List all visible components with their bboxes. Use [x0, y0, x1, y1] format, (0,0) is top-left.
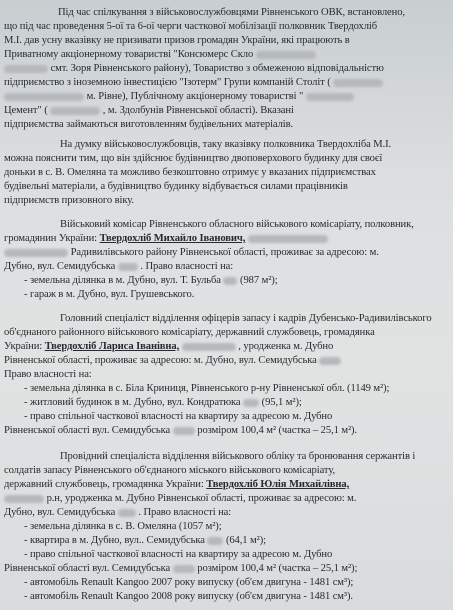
paragraph-1-line-8: Цемент" ( , м. Здолбунів Рівненської області). Вказані	[4, 105, 294, 116]
paragraph-1-line-3: М.І. дав усну вказівку не призивати призов громадян України, які працюють в	[4, 35, 350, 46]
person-2-line-5: Право власності на:	[4, 369, 92, 380]
redacted-block	[333, 79, 383, 87]
redacted-block	[4, 65, 48, 73]
redacted-block	[50, 107, 100, 115]
paragraph-2-line-3: доньки в с. В. Омеляна та можливо безкоштовно отримує у вказаних підприємствах	[4, 167, 376, 178]
redacted-block	[4, 249, 68, 257]
paragraph-1-line-1: Під час спілкування з військовослужбовцями Рівненського ОВК, встановлено,	[58, 7, 405, 18]
person-3-line-3: державний службовець, громадянка України: Твердохліб Юлія Михайлівна,	[4, 479, 350, 490]
paragraph-1-line-4: Приватному акціонерному товаристві "Консюмерс Скло	[4, 48, 450, 62]
person-3-line-1: Провідний спеціаліста відділення військового обліку та бронювання сержантів і	[60, 451, 416, 462]
person-3-item-1: - земельна ділянка в с. В. Омеляна (1057 м²);	[24, 521, 222, 532]
person-3-line-5: Дубно, вул. Семидубська . Право власності на:	[4, 507, 232, 518]
person-2-line-1: Головний спеціаліст відділення офіцерів запасу і кадрів Дубенсько-Радивилівського	[60, 313, 432, 324]
person-2-name: Твердохліб Лариса Іванівна,	[44, 341, 180, 352]
paragraph-1-line-6: підприємство з іноземною інвестицією "Ізотерм" Групи компаній Століт (	[4, 76, 450, 90]
redacted-block	[173, 565, 195, 573]
redacted-block	[223, 277, 237, 285]
person-1-line-4: Дубно, вул. Семидубська . Право власності на:	[4, 261, 234, 272]
redacted-block	[319, 357, 341, 365]
person-2-line-3: України: Твердохліб Лариса Іванівна, , уродженка м. Дубно	[4, 341, 334, 352]
paragraph-2-line-2: можна пояснити тим, що він здійснює будівництво двоповерхового будинку для своєї	[4, 153, 383, 164]
person-3-item-3-line-1: - право спільної часткової власності на квартиру за адресою м. Дубно	[24, 549, 333, 560]
person-3-name: Твердохліб Юлія Михайлівна,	[206, 479, 350, 490]
person-3-item-3-line-2: Рівненської області вул. Семидубська розміром 100,4 м² (частка – 25,1 м²);	[4, 563, 358, 574]
person-3-item-5: - автомобіль Renault Kangoo 2008 року випуску (об'єм двигуна - 1481 см³).	[24, 591, 353, 602]
person-1-intro-line-2: громадянин України: Твердохліб Михайло Іванович,	[4, 232, 450, 246]
person-2-item-2: - житловий будинок в м. Дубно, вул. Кондратюка (95,1 м²);	[24, 397, 302, 408]
person-3-item-2: - квартира в м. Дубно, вул.. Семидубська (64,1 м²);	[24, 535, 267, 546]
person-2-item-3-line-1: - право спільної часткової власності на квартиру за адресою м. Дубно	[24, 411, 333, 422]
person-1-name: Твердохліб Михайло Іванович,	[99, 233, 246, 244]
person-2-line-2: об'єднаного районного військового комісаріату, державний службовець, громадянка	[4, 327, 375, 338]
person-3-line-4: р.н, уродженка м. Дубно Рівненської області, проживає за адресою: м.	[4, 492, 450, 506]
paragraph-1-line-5: смт. Зоря Рівненського району), Товариство з обмеженою відповідальністю	[4, 62, 450, 76]
redacted-block	[306, 93, 354, 101]
person-2-line-4: Рівненської області, проживає за адресою: м. Дубно, вул. Семидубська	[4, 354, 450, 368]
redacted-block	[118, 509, 136, 517]
paragraph-1-line-7: м. Рівне), Публічному акціонерному товаристві "	[4, 90, 450, 104]
paragraph-2-line-1: На думку військовослужбовців, таку вказівку полковника Твердохліба М.І.	[60, 139, 392, 150]
paragraph-1-line-2: що під час проведення 5-ої та 6-ої черги часткової мобілізації полковник Твердохліб	[4, 21, 378, 32]
person-1-intro-line-1: Військовий комісар Рівненського обласного військового комісаріату, полковник,	[60, 219, 414, 230]
redacted-block	[207, 537, 223, 545]
paragraph-2-line-4: будівельні матеріали, а будівництво будинку відбувається силами працівників	[4, 181, 348, 192]
person-2-item-3-line-2: Рівненської області вул. Семидубська розміром 100,4 м² (частка – 25,1 м²).	[4, 425, 358, 436]
person-3-item-4: - автомобіль Renault Kangoo 2007 року випуску (об'єм двигуна - 1481 см³);	[24, 577, 354, 588]
redacted-block	[256, 51, 316, 59]
redacted-block	[118, 263, 138, 271]
redacted-block	[4, 93, 84, 101]
person-1-line-3: Радивилівського району Рівненської області, проживає за адресою: м.	[4, 246, 450, 260]
person-3-line-2: солдатів запасу Рівненського об'єднаного міського військового комісаріату,	[4, 465, 335, 476]
redacted-block	[182, 343, 236, 351]
person-1-item-2: - гараж в м. Дубно, вул. Грушевського.	[24, 289, 195, 300]
redacted-block	[173, 427, 195, 435]
redacted-block	[4, 495, 44, 503]
paragraph-2-line-5: підприємств призовного віку.	[4, 195, 134, 206]
redacted-block	[248, 235, 328, 243]
person-1-item-1: - земельна ділянка в м. Дубно, вул. Т. Бульба (987 м²);	[24, 275, 278, 286]
paragraph-1-line-10: підприємства займаються виготовленням будівельних матеріалів.	[4, 119, 294, 130]
redacted-block	[243, 399, 259, 407]
person-2-item-1: - земельна ділянка в с. Біла Криниця, Рівненського р-ну Рівненської обл. (1149 м²);	[24, 383, 390, 394]
